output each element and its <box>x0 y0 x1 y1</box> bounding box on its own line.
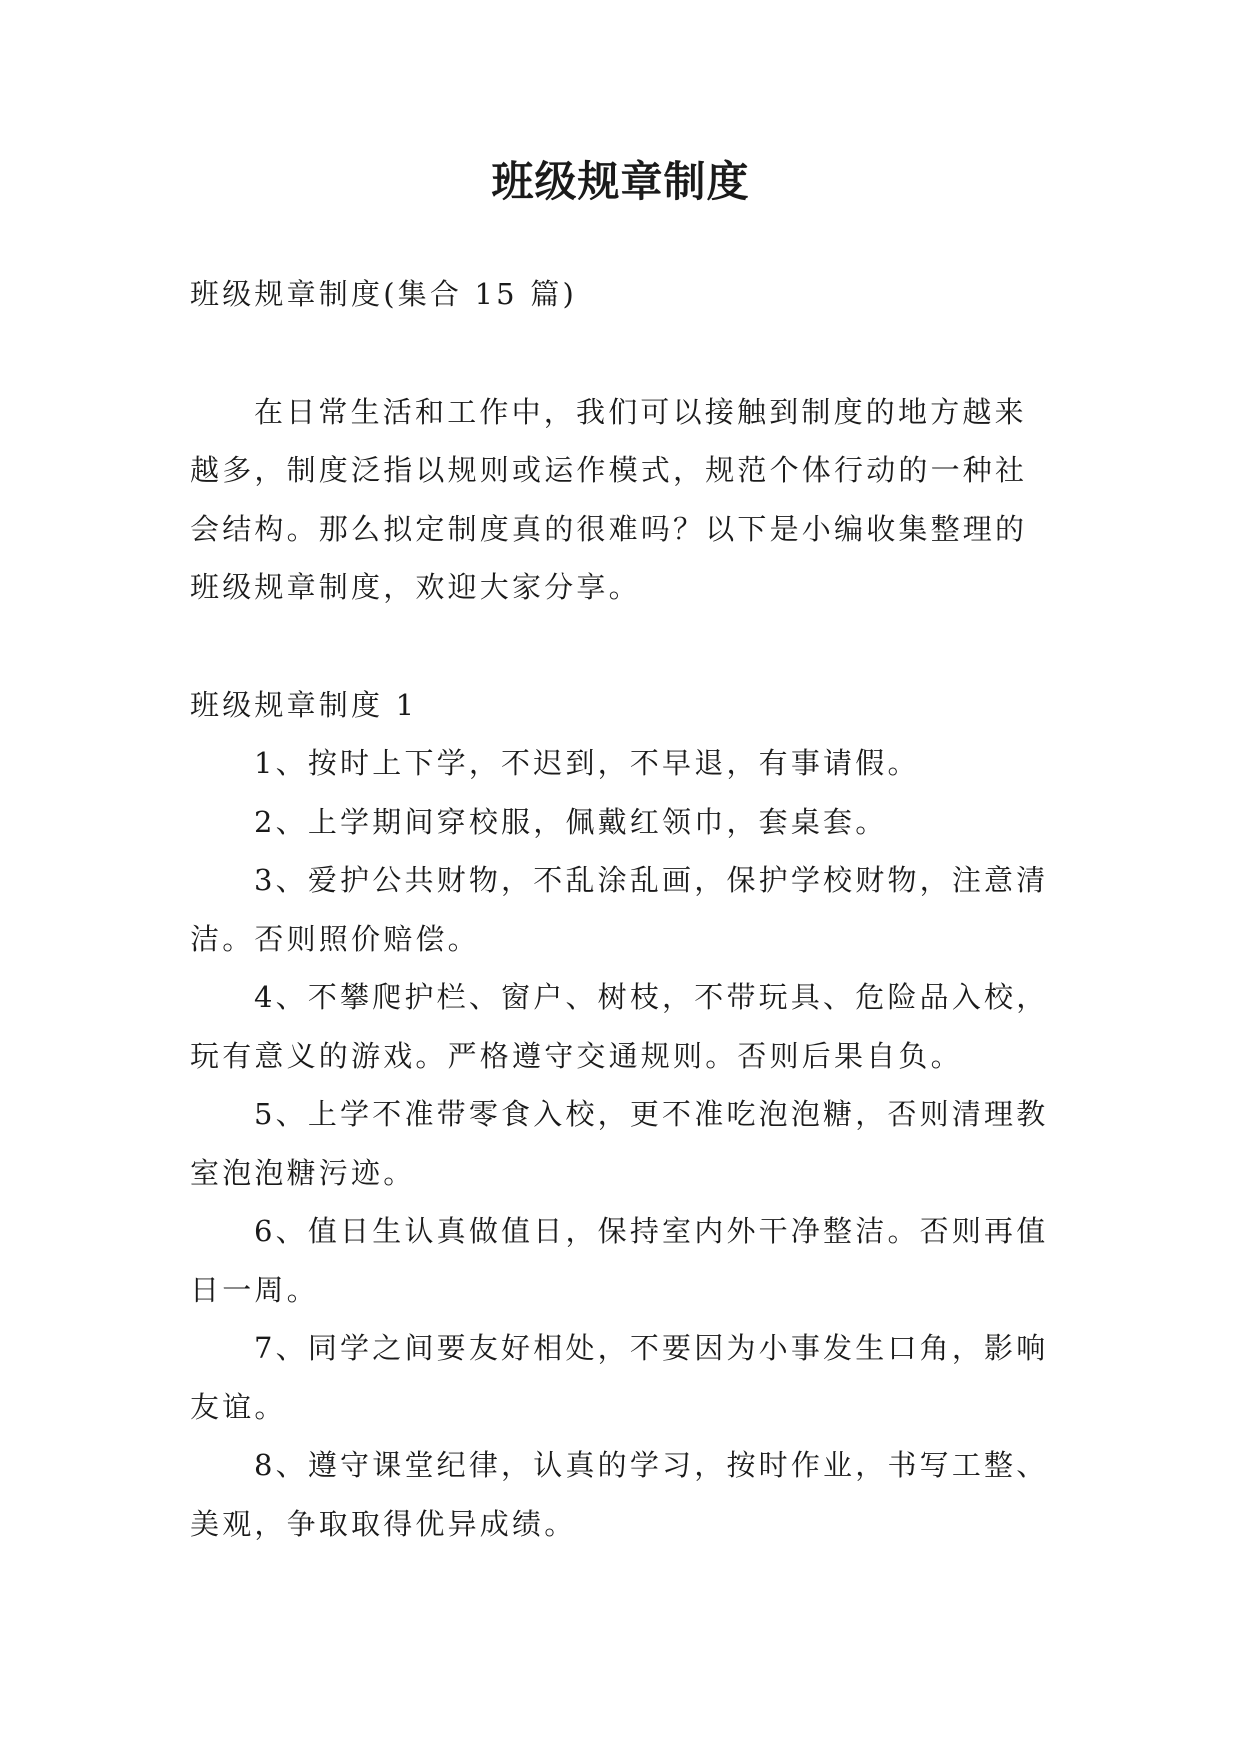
rule-item: 4、不攀爬护栏、窗户、树枝，不带玩具、危险品入校，玩有意义的游戏。严格遵守交通规则。否则后果自负。 <box>190 980 1049 1073</box>
rule-item: 8、遵守课堂纪律，认真的学习，按时作业，书写工整、美观，争取取得优异成绩。 <box>190 1448 1049 1541</box>
spacer <box>190 646 1050 676</box>
rule-item: 2、上学期间穿校服，佩戴红领巾，套桌套。 <box>254 804 888 839</box>
rule-item: 1、按时上下学，不迟到，不早退，有事请假。 <box>254 746 920 780</box>
intro-paragraph: 在日常生活和工作中，我们可以接触到制度的地方越来越多，制度泛指以规则或运作模式，规范个体行动的一种社会结构。那么拟定制度真的很难吗？以下是小编收集整理的班级规章制度，欢迎大家分享。 <box>190 394 1028 604</box>
document-body <box>190 265 1050 1553</box>
document-subtitle: 班级规章制度(集合 15 篇) <box>190 277 577 311</box>
spacer <box>190 617 1050 646</box>
rule-item: 3、爱护公共财物，不乱涂乱画，保护学校财物，注意清洁。否则照价赔偿。 <box>190 863 1049 956</box>
rule-item: 7、同学之间要友好相处，不要因为小事发生口角，影响友谊。 <box>190 1331 1049 1424</box>
section-heading: 班级规章制度 1 <box>190 687 418 722</box>
rule-item: 6、值日生认真做值日，保持室内外干净整洁。否则再值日一周。 <box>190 1214 1049 1307</box>
spacer <box>190 324 1050 353</box>
rule-item: 5、上学不准带零食入校，更不准吃泡泡糖，否则清理教室泡泡糖污迹。 <box>190 1097 1049 1190</box>
document-title: 班级规章制度 <box>491 157 750 206</box>
spacer <box>190 353 1050 383</box>
